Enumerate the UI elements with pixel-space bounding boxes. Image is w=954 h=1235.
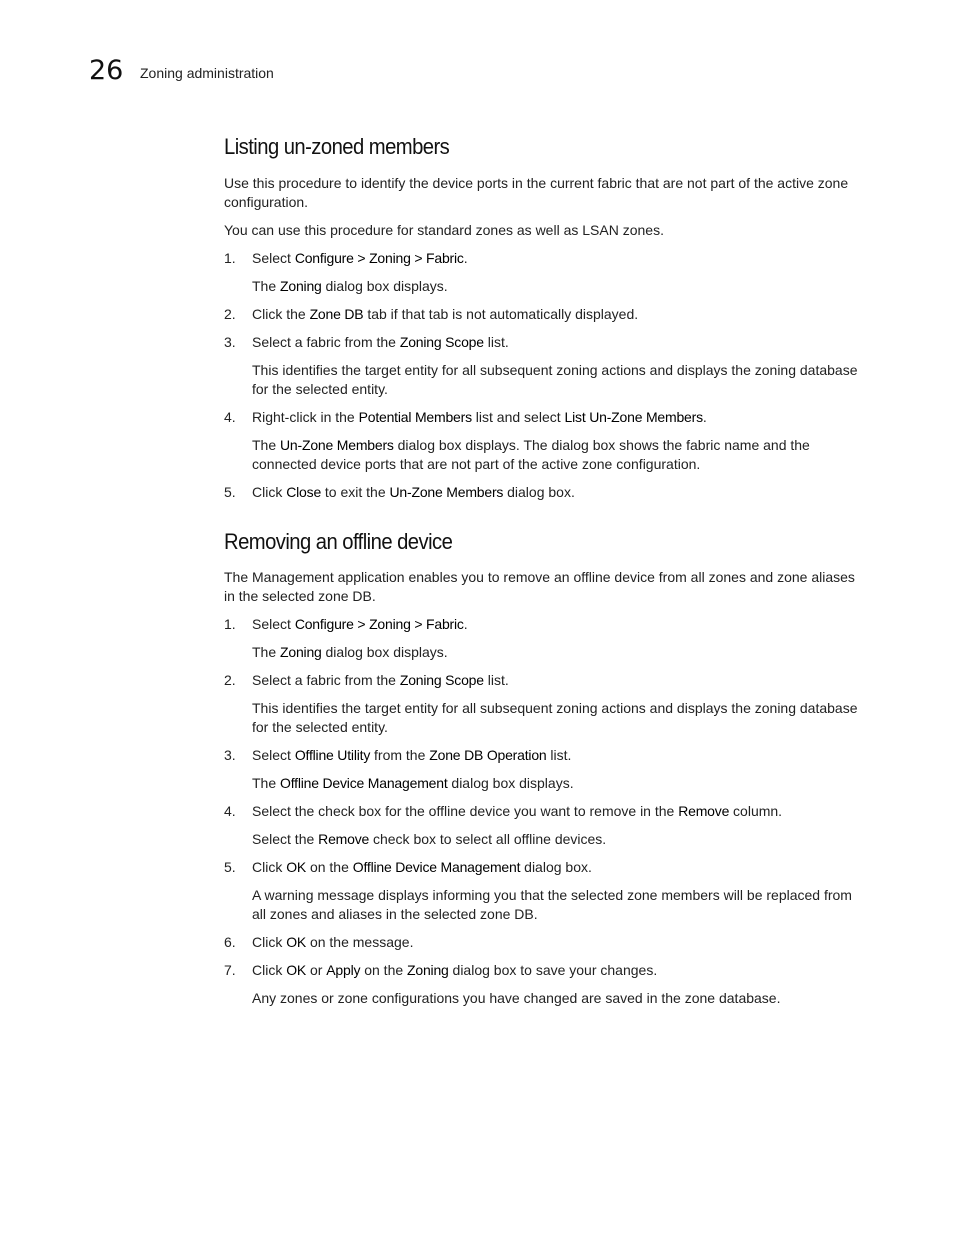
step-text: Click OK or Apply on the Zoning dialog box to save your changes.: [252, 962, 658, 978]
section-title-listing-unzoned: Listing un-zoned members: [224, 134, 450, 159]
step-number: 3.: [224, 747, 236, 763]
ui-term: Zoning Scope: [399, 672, 484, 688]
step-number: 2.: [224, 672, 236, 688]
step-note: The Zoning dialog box displays.: [252, 278, 448, 294]
step-number: 7.: [224, 962, 236, 978]
step-note: This identifies the target entity for all subsequent zoning actions and displays the zoning database for the selected entity.: [252, 700, 858, 735]
ui-term: Zone DB Operation: [429, 747, 547, 763]
ui-term: Close: [286, 484, 322, 500]
step-number: 3.: [224, 334, 236, 350]
step-text: Click the Zone DB tab if that tab is not automatically displayed.: [252, 306, 639, 322]
step-text: Select Configure > Zoning > Fabric.: [252, 616, 468, 632]
ui-term: Un-Zone Members: [389, 484, 504, 500]
step-number: 4.: [224, 409, 236, 425]
section-title-removing-offline: Removing an offline device: [224, 529, 453, 554]
step-text: Click OK on the Offline Device Management dialog box.: [252, 859, 592, 875]
ui-term: Remove: [678, 803, 730, 819]
ui-term: Zoning: [280, 278, 322, 294]
step-number: 2.: [224, 306, 236, 322]
ui-term: Remove: [318, 831, 370, 847]
step-note: The Offline Device Management dialog box displays.: [252, 775, 574, 791]
step-note: The Zoning dialog box displays.: [252, 644, 448, 660]
step-text: Click OK on the message.: [252, 934, 414, 950]
step-note: This identifies the target entity for all subsequent zoning actions and displays the zoning database for the selected entity.: [252, 362, 858, 397]
step-text: Select a fabric from the Zoning Scope list.: [252, 334, 509, 350]
ui-term: List Un-Zone Members: [564, 409, 703, 425]
ui-term: Offline Device Management: [280, 775, 448, 791]
step-number: 5.: [224, 859, 236, 875]
ui-term: Zoning: [280, 644, 322, 660]
ui-term: Configure > Zoning > Fabric: [294, 250, 464, 266]
ui-term: OK: [286, 934, 307, 950]
step-note: A warning message displays informing you that the selected zone members will be replaced from all zones and aliases in the selected zone DB.: [252, 887, 852, 922]
step-note: Any zones or zone configurations you have changed are saved in the zone database.: [252, 990, 781, 1006]
ui-term: Un-Zone Members: [280, 437, 394, 453]
ui-term: OK: [286, 962, 307, 978]
section1-intro-2: You can use this procedure for standard zones as well as LSAN zones.: [224, 222, 664, 238]
section2-intro-1: The Management application enables you to remove an offline device from all zones and zone aliases in the selected zone DB.: [224, 569, 855, 604]
step-number: 6.: [224, 934, 236, 950]
step-text: Click Close to exit the Un-Zone Members dialog box.: [252, 484, 575, 500]
ui-term: Offline Device Management: [352, 859, 521, 875]
ui-term: Offline Utility: [294, 747, 371, 763]
step-text: Right-click in the Potential Members list and select List Un-Zone Members.: [252, 409, 707, 425]
step-number: 1.: [224, 250, 236, 266]
step-text: Select Configure > Zoning > Fabric.: [252, 250, 468, 266]
step-number: 4.: [224, 803, 236, 819]
ui-term: Apply: [326, 962, 361, 978]
ui-term: Configure > Zoning > Fabric: [294, 616, 464, 632]
chapter-number: 26: [89, 55, 124, 86]
ui-term: Potential Members: [358, 409, 472, 425]
step-number: 1.: [224, 616, 236, 632]
ui-term: Zoning: [407, 962, 449, 978]
step-note: Select the Remove check box to select all offline devices.: [252, 831, 607, 847]
chapter-title: Zoning administration: [140, 65, 274, 81]
step-text: Select a fabric from the Zoning Scope list.: [252, 672, 509, 688]
step-text: Select Offline Utility from the Zone DB Operation list.: [252, 747, 572, 763]
ui-term: OK: [286, 859, 307, 875]
ui-term: Zone DB: [309, 306, 364, 322]
step-text: Select the check box for the offline device you want to remove in the Remove column.: [252, 803, 783, 819]
step-number: 5.: [224, 484, 236, 500]
section1-intro-1: Use this procedure to identify the device ports in the current fabric that are not part of the active zone configuration.: [224, 175, 849, 210]
ui-term: Zoning Scope: [399, 334, 484, 350]
step-note: The Un-Zone Members dialog box displays. The dialog box shows the fabric name and the connected device ports that are not part of the active zone configuration.: [252, 437, 810, 472]
